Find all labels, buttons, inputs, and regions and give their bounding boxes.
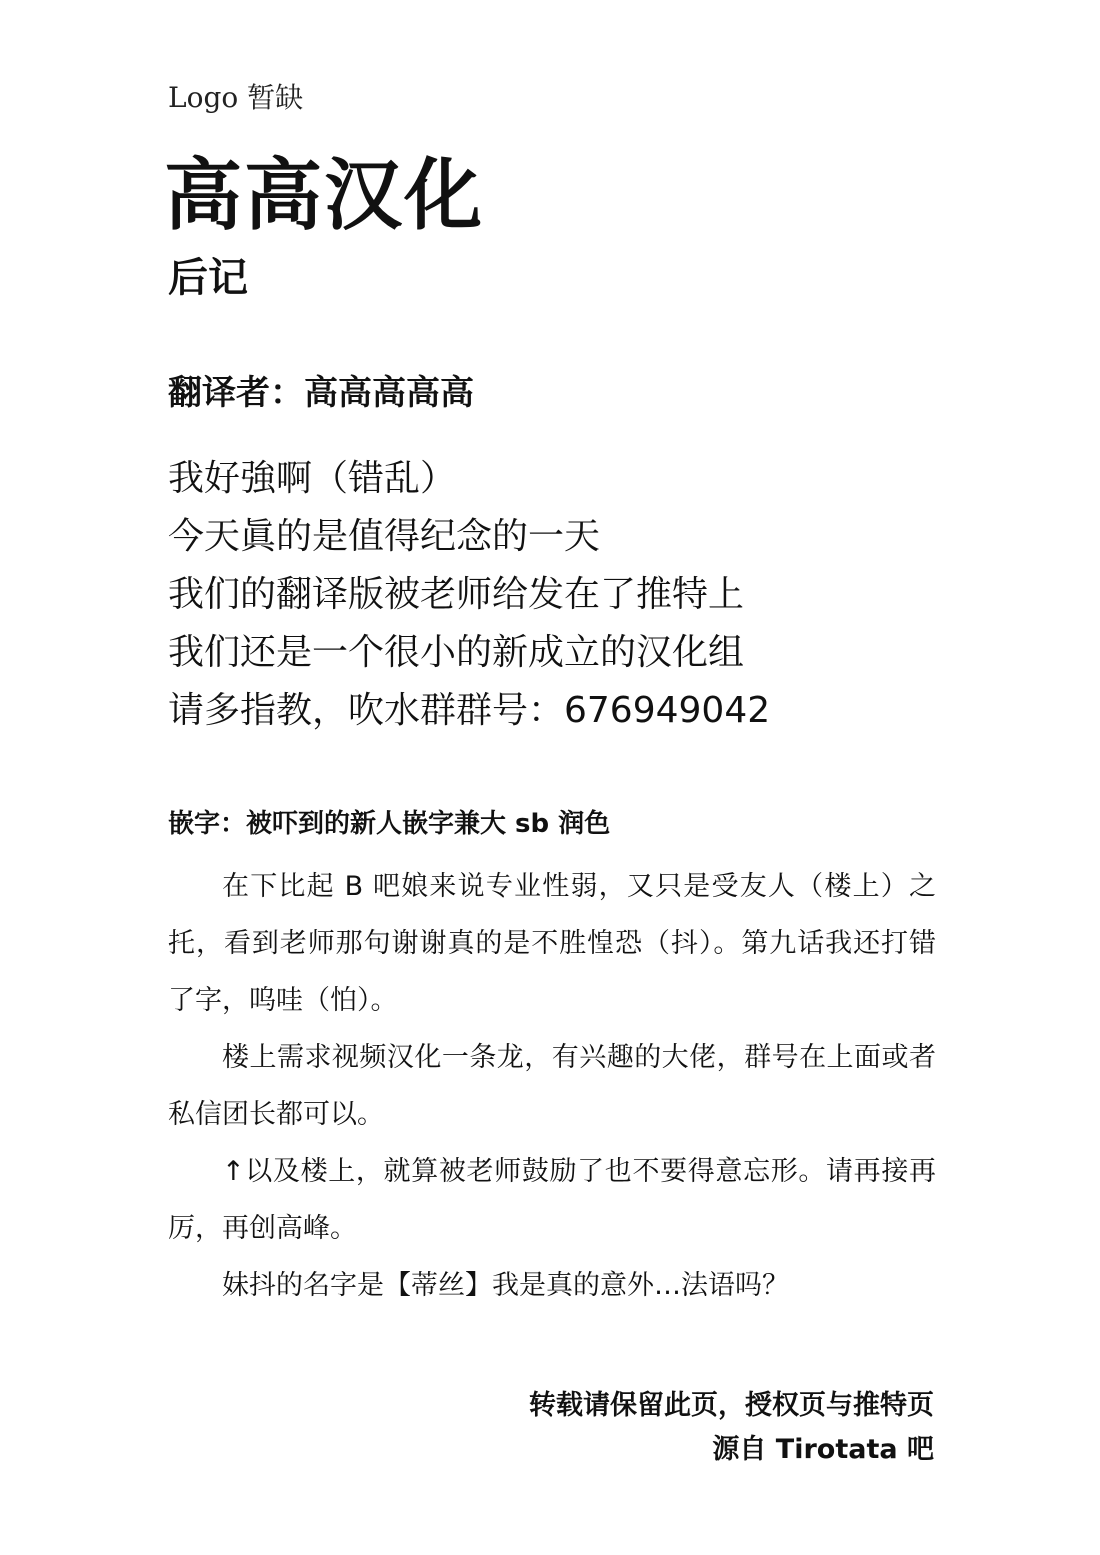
typesetter-paragraph: 妹抖的名字是【蒂丝】我是真的意外…法语吗？ bbox=[222, 1270, 789, 1301]
translator-message-line: 请多指教，吹水群群号：676949042 bbox=[168, 690, 771, 731]
source-credit-line: 源自 Tirotata 吧 bbox=[712, 1434, 934, 1465]
logo-placeholder-note: Logo 暂缺 bbox=[168, 81, 304, 114]
typesetter-paragraph: ↑以及楼上，就算被老师鼓励了也不要得意忘形。请再接再厉，再创高峰。 bbox=[168, 1156, 936, 1244]
typesetter-paragraph: 楼上需求视频汉化一条龙，有兴趣的大佬，群号在上面或者私信团长都可以。 bbox=[168, 1042, 936, 1130]
translator-message-line: 我们还是一个很小的新成立的汉化组 bbox=[168, 632, 745, 673]
repost-notice bbox=[529, 1384, 934, 1472]
translator-message-line: 我好強啊（错乱） bbox=[168, 458, 457, 499]
typesetter-credit: 嵌字：被吓到的新人嵌字兼大 sb 润色 bbox=[168, 809, 611, 839]
translator-message-line: 我们的翻译版被老师给发在了推特上 bbox=[168, 574, 745, 615]
repost-notice-line: 转载请保留此页，授权页与推特页 bbox=[529, 1390, 934, 1421]
translator-credit: 翻译者：高高高高高 bbox=[168, 373, 474, 413]
page-subtitle: 后记 bbox=[168, 255, 248, 301]
typesetter-paragraph: 在下比起 B 吧娘来说专业性弱，又只是受友人（楼上）之托，看到老师那句谢谢真的是不胜惶恐（抖）。第九话我还打错了字，呜哇（怕）。 bbox=[168, 871, 936, 1016]
typesetter-message bbox=[168, 858, 936, 1314]
translator-message bbox=[168, 450, 968, 740]
group-title: 高高汉化 bbox=[164, 151, 485, 241]
translator-message-line: 今天眞的是值得纪念的一天 bbox=[168, 516, 601, 557]
